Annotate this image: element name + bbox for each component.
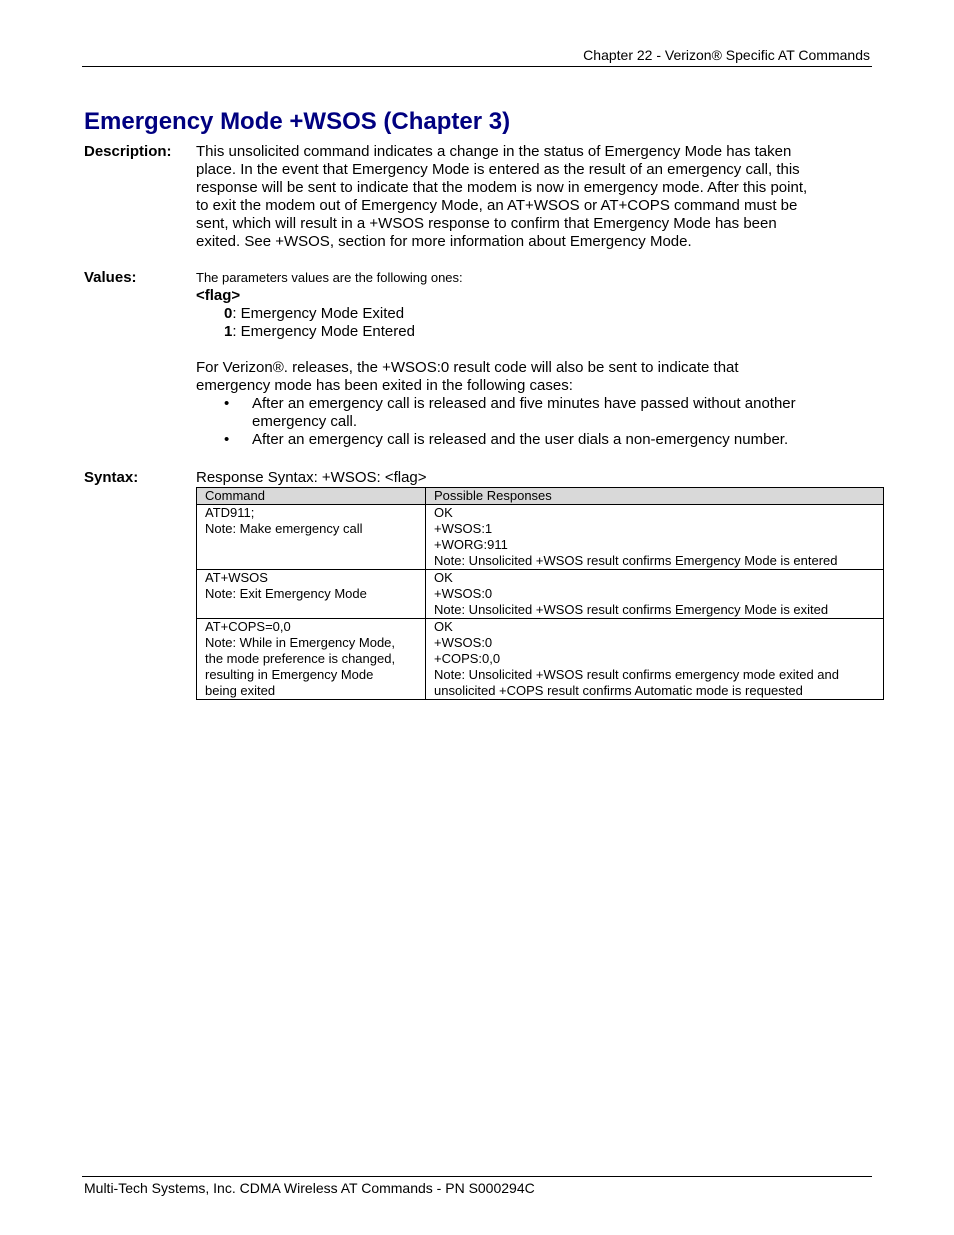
description-line: place. In the event that Emergency Mode is entered as the result of an emergency call, this (196, 161, 800, 178)
flag-value-text: : Emergency Mode Entered (232, 323, 415, 340)
flag-value-text: : Emergency Mode Exited (232, 305, 405, 322)
table-header-row (197, 488, 884, 505)
cell-line: Note: Exit Emergency Mode (205, 586, 367, 601)
cell-line: OK (434, 505, 453, 520)
cell-line: +COPS:0,0 (434, 651, 501, 666)
cell-line: AT+WSOS (205, 570, 268, 585)
cell-line: +WORG:911 (434, 537, 508, 552)
header-rule (82, 66, 872, 67)
running-footer: Multi-Tech Systems, Inc. CDMA Wireless AT Commands - PN S000294C (84, 1180, 535, 1196)
cell-line: +WSOS:1 (434, 521, 493, 536)
bullet-line: • After an emergency call is released and the user dials a non-emergency number. (252, 431, 789, 448)
description-line: exited. See +WSOS, section for more information about Emergency Mode. (196, 233, 692, 250)
cell-line: Note: Make emergency call (205, 521, 363, 536)
cell-line: being exited (205, 683, 276, 698)
values-text (196, 269, 846, 449)
description-line: sent, which will result in a +WSOS response to confirm that Emergency Mode has been (196, 215, 777, 232)
responses-cell (426, 619, 884, 700)
bullet-item (196, 431, 846, 449)
cell-line: AT+COPS=0,0 (205, 619, 291, 634)
syntax-label: Syntax: (84, 469, 139, 486)
flag-param-title: <flag> (196, 287, 241, 304)
description-label: Description: (84, 143, 172, 160)
flag-value-key: 0 (224, 305, 233, 322)
flag-value-item (196, 305, 846, 323)
table-row (197, 570, 884, 619)
bullet-line: emergency call. (252, 413, 358, 430)
spacer (196, 341, 846, 359)
cell-line: Note: Unsolicited +WSOS result confirms Emergency Mode is entered (434, 553, 838, 568)
cell-line: +WSOS:0 (434, 635, 493, 650)
description-line: response will be sent to indicate that the modem is now in emergency mode. After this point, (196, 179, 808, 196)
cell-line: +WSOS:0 (434, 586, 493, 601)
release-cases-list (196, 395, 846, 449)
cell-line: OK (434, 619, 453, 634)
description-line: to exit the modem out of Emergency Mode, an AT+WSOS or AT+COPS command must be (196, 197, 798, 214)
command-cell (197, 619, 426, 700)
cell-line: the mode preference is changed, (205, 651, 396, 666)
values-label: Values: (84, 269, 137, 286)
table-row (197, 505, 884, 570)
description-text (196, 143, 846, 251)
bullet-item (196, 395, 846, 431)
flag-value-item (196, 323, 846, 341)
response-syntax: Response Syntax: +WSOS: <flag> (196, 469, 427, 486)
running-header: Chapter 22 - Verizon® Specific AT Commands (583, 47, 870, 63)
command-cell (197, 505, 426, 570)
cell-line: Note: Unsolicited +WSOS result confirms emergency mode exited and (434, 667, 839, 682)
verizon-note-line: For Verizon®. releases, the +WSOS:0 result code will also be sent to indicate that (196, 359, 739, 376)
column-header-responses: Possible Responses (426, 488, 884, 505)
cell-line: Note: While in Emergency Mode, (205, 635, 396, 650)
description-line: This unsolicited command indicates a change in the status of Emergency Mode has taken (196, 143, 792, 160)
page-title: Emergency Mode +WSOS (Chapter 3) (84, 108, 511, 135)
syntax-table (196, 487, 884, 700)
cell-line: OK (434, 570, 453, 585)
cell-line: resulting in Emergency Mode (205, 667, 374, 682)
footer-rule (82, 1176, 872, 1177)
flag-value-key: 1 (224, 323, 233, 340)
responses-cell (426, 570, 884, 619)
verizon-note-line: emergency mode has been exited in the following cases: (196, 377, 573, 394)
responses-cell (426, 505, 884, 570)
cell-line: unsolicited +COPS result confirms Automatic mode is requested (434, 683, 803, 698)
cell-line: Note: Unsolicited +WSOS result confirms Emergency Mode is exited (434, 602, 829, 617)
cell-line: ATD911; (205, 505, 255, 520)
table-row (197, 619, 884, 700)
values-intro: The parameters values are the following ones: (196, 270, 463, 285)
bullet-line: • After an emergency call is released and five minutes have passed without another (252, 395, 796, 412)
column-header-command: Command (197, 488, 426, 505)
command-cell (197, 570, 426, 619)
